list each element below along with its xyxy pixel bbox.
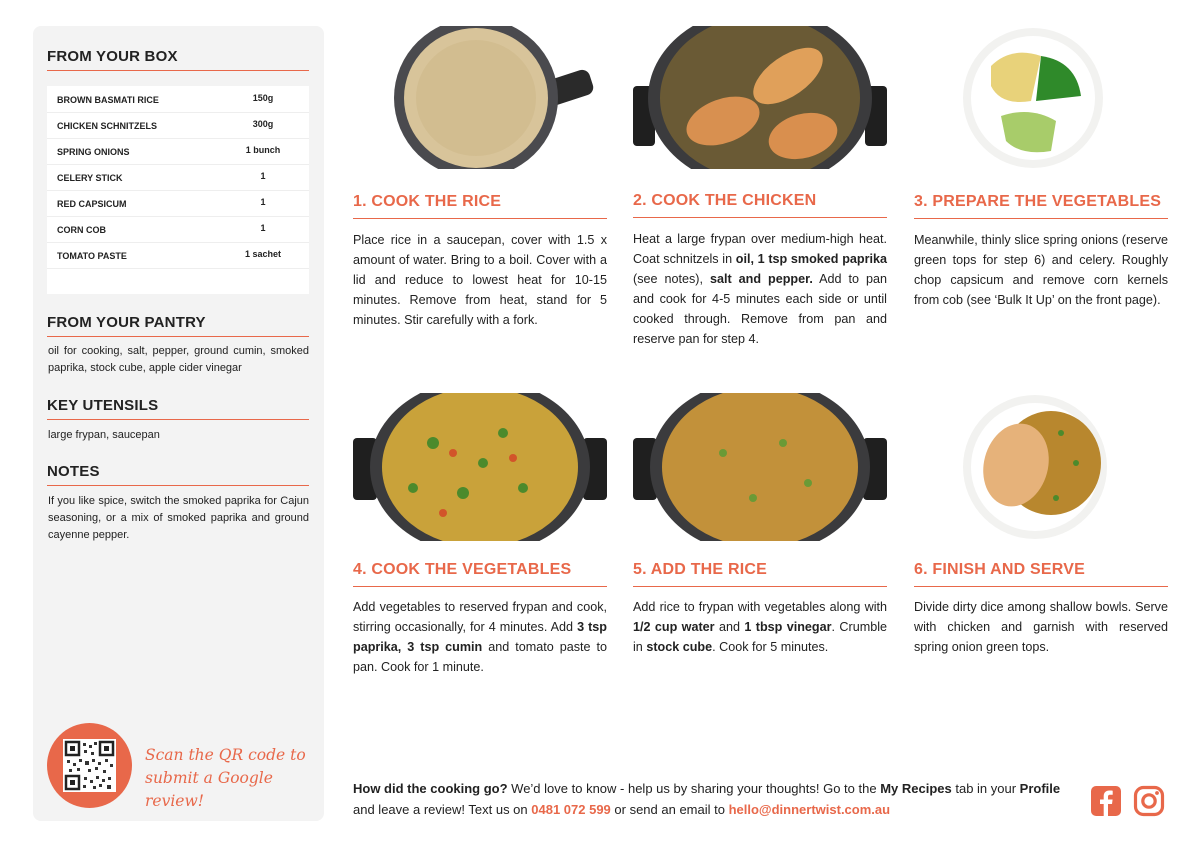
divider xyxy=(633,217,887,218)
vegetables-plate-photo xyxy=(961,26,1111,169)
step-body-bold: 1/2 cup water xyxy=(633,620,715,634)
divider xyxy=(914,586,1168,587)
step-body xyxy=(914,230,1168,310)
table-row xyxy=(47,112,309,139)
step-body-bold: oil, 1 tsp smoked paprika xyxy=(735,252,887,266)
footer-text: or send an email to xyxy=(610,802,729,817)
step-body-text: Add rice to frypan with vegetables along with xyxy=(633,600,887,614)
table-row xyxy=(47,216,309,243)
divider xyxy=(47,336,309,337)
facebook-icon[interactable] xyxy=(1090,785,1122,817)
table-row xyxy=(47,190,309,217)
review-footer xyxy=(353,778,1073,820)
footer-text: tab in your xyxy=(951,781,1020,796)
utensils-heading: KEY UTENSILS xyxy=(47,397,159,414)
my-recipes-label: My Recipes xyxy=(880,781,952,796)
table-row xyxy=(47,242,309,269)
footer-text: We’d love to know - help us by sharing your thoughts! Go to the xyxy=(507,781,881,796)
step-body xyxy=(353,230,607,330)
ingredient-qty: 1 xyxy=(260,223,266,233)
step-body-text: Divide dirty dice among shallow bowls. Serve with chicken and garnish with reserved spring onion green tops. xyxy=(914,600,1168,654)
step-title: 4. COOK THE VEGETABLES xyxy=(353,561,572,578)
table-row xyxy=(47,86,309,113)
rice-pan-photo xyxy=(633,393,887,541)
table-row xyxy=(47,164,309,191)
box-heading: FROM YOUR BOX xyxy=(47,48,178,65)
utensils-text: large frypan, saucepan xyxy=(48,429,160,441)
ingredient-qty: 1 sachet xyxy=(244,249,282,259)
step-body xyxy=(633,597,887,657)
ingredient-qty: 1 xyxy=(260,171,266,181)
qr-caption-line: submit a Google review! xyxy=(145,769,273,810)
ingredient-name: SPRING ONIONS xyxy=(57,147,130,157)
ingredient-name: TOMATO PASTE xyxy=(57,251,127,261)
step-body-bold: stock cube xyxy=(646,640,713,654)
notes-heading: NOTES xyxy=(47,463,100,480)
ingredient-name: CHICKEN SCHNITZELS xyxy=(57,121,158,131)
sidebar-panel xyxy=(33,26,324,821)
divider xyxy=(353,586,607,587)
step-title: 1. COOK THE RICE xyxy=(353,193,502,210)
email-link[interactable]: hello@dinnertwist.com.au xyxy=(728,802,891,817)
divider xyxy=(633,586,887,587)
step-title: 3. PREPARE THE VEGETABLES xyxy=(914,193,1162,210)
step-body-text: Heat a large frypan over medium-high heat. Coat schnitzels in xyxy=(633,232,887,266)
table-row xyxy=(47,138,309,165)
step-body-text: Add to pan and cook for 4-5 minutes each side or until cooked through. Remove from pan and reserve pan for step 4. xyxy=(633,272,887,346)
pantry-heading: FROM YOUR PANTRY xyxy=(47,314,206,331)
ingredient-qty: 300g xyxy=(252,119,274,129)
footer-text: and leave a review! Text us on xyxy=(353,802,532,817)
ingredient-name: CELERY STICK xyxy=(57,173,123,183)
step-title: 2. COOK THE CHICKEN xyxy=(633,192,817,209)
finished-dish-photo xyxy=(961,393,1111,541)
step-body-text: . Cook for 5 minutes. xyxy=(712,640,829,654)
qr-caption xyxy=(145,744,315,813)
rice-pot-photo xyxy=(388,26,603,169)
vegetables-pan-photo xyxy=(353,393,607,541)
step-title: 5. ADD THE RICE xyxy=(633,561,767,578)
notes-text: If you like spice, switch the smoked paprika for Cajun seasoning, or a mix of smoked paprika and ground cayenne pepper. xyxy=(48,495,309,541)
step-body-text: and tomato paste to pan. Cook for 1 minute. xyxy=(353,640,607,674)
qr-code-icon[interactable] xyxy=(63,739,116,792)
ingredient-name: RED CAPSICUM xyxy=(57,199,127,209)
step-body-text: (see notes), xyxy=(633,272,710,286)
footer-lead: How did the cooking go? xyxy=(353,781,508,796)
step-body xyxy=(353,597,607,677)
step-body xyxy=(914,597,1168,657)
chicken-pan-photo xyxy=(633,26,888,169)
divider xyxy=(353,218,607,219)
step-title: 6. FINISH AND SERVE xyxy=(914,561,1085,578)
ingredient-name: CORN COB xyxy=(57,225,106,235)
qr-badge xyxy=(47,723,132,808)
divider xyxy=(47,70,309,71)
ingredient-qty: 1 xyxy=(260,197,266,207)
step-body-text: Add vegetables to reserved frypan and cook, stirring occasionally, for 4 minutes. Add xyxy=(353,600,607,634)
pantry-text: oil for cooking, salt, pepper, ground cumin, smoked paprika, stock cube, apple cider vinegar xyxy=(48,345,309,374)
qr-caption-line: Scan the QR code to xyxy=(145,746,306,764)
step-body-bold: 1 tbsp vinegar xyxy=(744,620,832,634)
step-body-bold: salt and pepper. xyxy=(709,272,813,286)
ingredient-name: BROWN BASMATI RICE xyxy=(57,95,159,105)
divider xyxy=(47,419,309,420)
profile-label: Profile xyxy=(1019,781,1061,796)
instagram-icon[interactable] xyxy=(1133,785,1165,817)
ingredient-qty: 1 bunch xyxy=(245,145,281,155)
ingredients-table xyxy=(47,86,309,294)
step-body xyxy=(633,229,887,349)
step-body-text: and xyxy=(714,620,745,634)
step-body-text: Meanwhile, thinly slice spring onions (reserve green tops for step 6) and celery. Roughly chop capsicum and remove corn kernels from cob (see ‘Bulk It Up’ on the front page). xyxy=(914,233,1168,307)
step-body-bold: 3 tsp paprika, 3 tsp cumin xyxy=(353,620,607,654)
ingredient-qty: 150g xyxy=(252,93,274,103)
divider xyxy=(47,485,309,486)
step-body-text: . Crumble in xyxy=(633,620,888,654)
phone-link[interactable]: 0481 072 599 xyxy=(531,802,611,817)
divider xyxy=(914,218,1168,219)
step-body-text: Place rice in a saucepan, cover with 1.5 x amount of water. Bring to a boil. Cover with a lid and reduce to lowest heat for 10-15 minutes. Remove from heat, stand for 5 minutes. Stir carefully with a fork. xyxy=(353,233,607,327)
